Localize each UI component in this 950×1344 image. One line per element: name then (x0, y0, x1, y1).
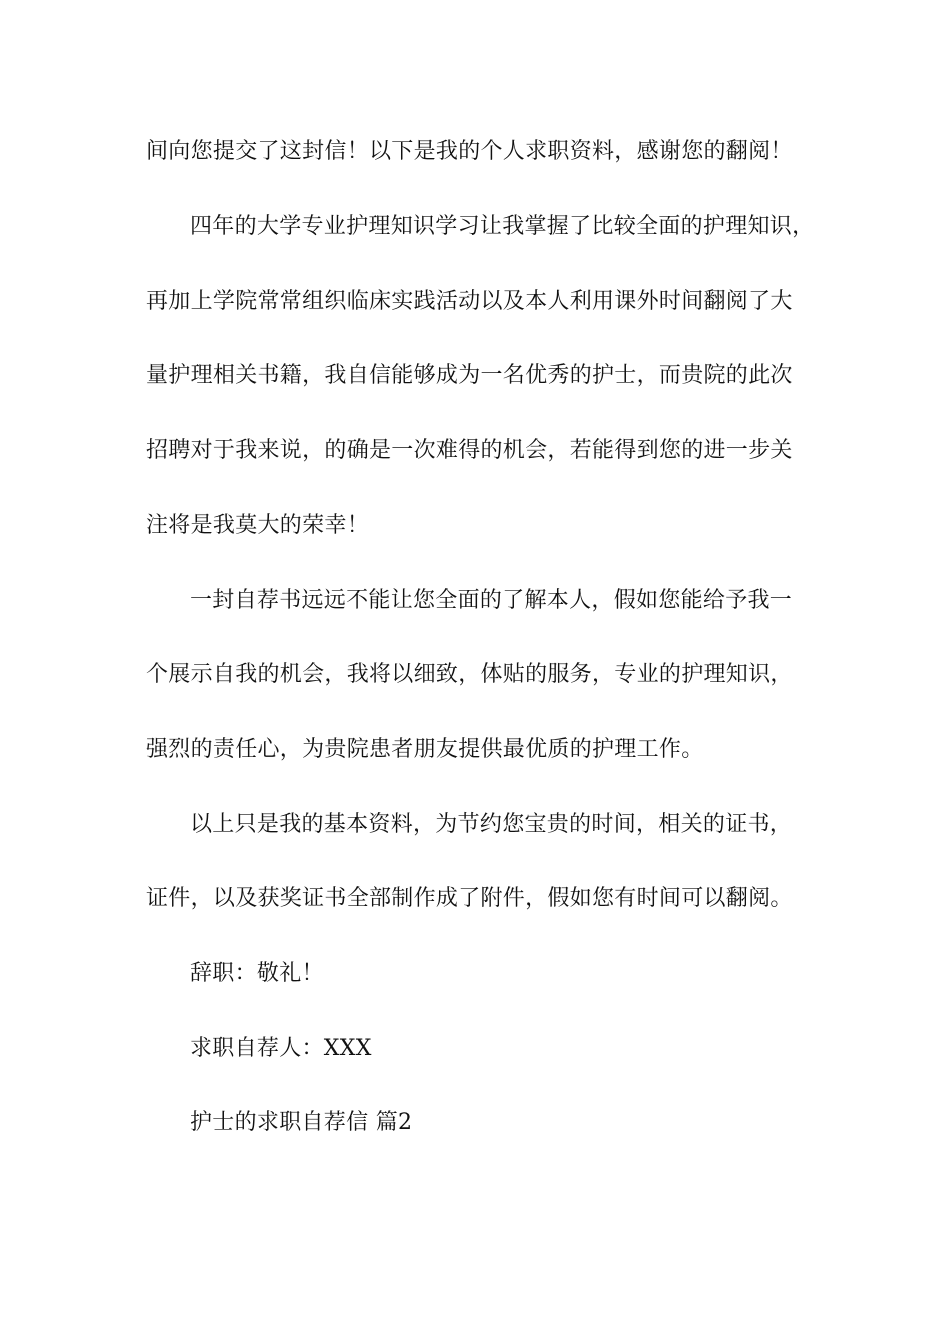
section-heading: 护士的求职自荐信 篇2 (190, 1110, 413, 1135)
paragraph-line-4: 量护理相关书籍，我自信能够成为一名优秀的护士，而贵院的此次 (146, 363, 793, 388)
signature-line: 求职自荐人：XXX (190, 1036, 372, 1061)
paragraph-line-3: 再加上学院常常组织临床实践活动以及本人利用课外时间翻阅了大 (146, 289, 793, 314)
paragraph-line-10: 以上只是我的基本资料，为节约您宝贵的时间，相关的证书， (190, 812, 793, 837)
paragraph-line-6: 注将是我莫大的荣幸！ (146, 513, 370, 538)
paragraph-line-2: 四年的大学专业护理知识学习让我掌握了比较全面的护理知识， (190, 214, 815, 239)
paragraph-line-11: 证件，以及获奖证书全部制作成了附件，假如您有时间可以翻阅。 (146, 886, 793, 911)
paragraph-line-7: 一封自荐书远远不能让您全面的了解本人，假如您能给予我一 (190, 588, 793, 613)
paragraph-line-8: 个展示自我的机会，我将以细致，体贴的服务，专业的护理知识， (146, 662, 793, 687)
paragraph-line-1: 间向您提交了这封信！以下是我的个人求职资料，感谢您的翻阅！ (146, 139, 793, 164)
paragraph-line-5: 招聘对于我来说，的确是一次难得的机会，若能得到您的进一步关 (146, 438, 793, 463)
closing-salutation: 辞职：敬礼！ (190, 961, 324, 986)
paragraph-line-9: 强烈的责任心，为贵院患者朋友提供最优质的护理工作。 (146, 737, 704, 762)
